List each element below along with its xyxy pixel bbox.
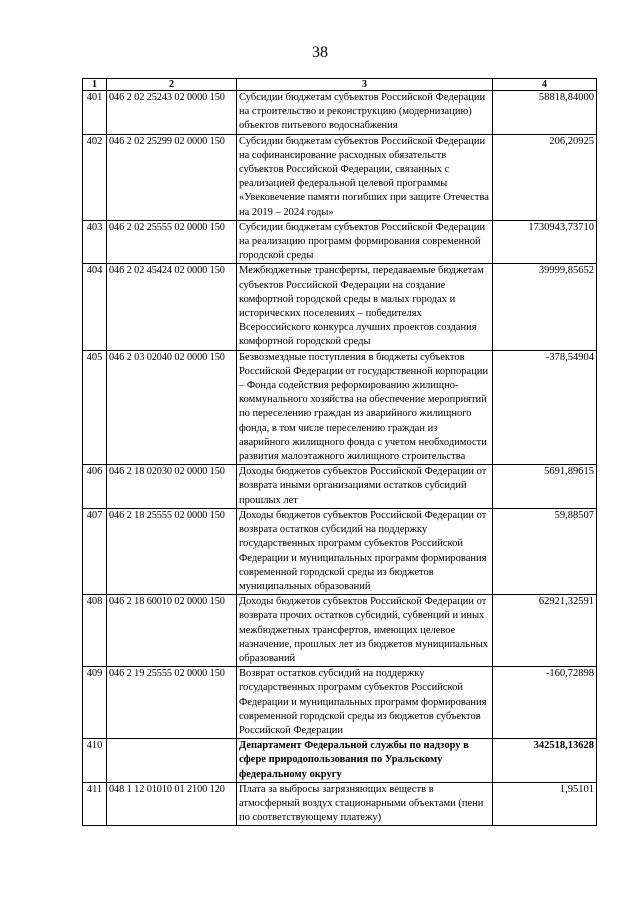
row-budget-code: 046 2 19 25555 02 0000 150 xyxy=(107,667,237,739)
row-number: 408 xyxy=(83,595,107,667)
row-number: 411 xyxy=(83,782,107,826)
page-number: 38 xyxy=(312,44,328,61)
table-row xyxy=(83,595,597,667)
row-number: 410 xyxy=(83,739,107,783)
row-amount: 62921,32591 xyxy=(493,595,597,667)
row-description: Доходы бюджетов субъектов Российской Федерации от возврата остатков субсидий на поддержку государственных программ субъектов Российской Федерации и муниципальных программ формирования современной городской среды из бюджетов муниципальных образований xyxy=(237,508,493,594)
row-budget-code: 046 2 18 25555 02 0000 150 xyxy=(107,508,237,594)
row-number: 407 xyxy=(83,508,107,594)
row-amount: -160,72898 xyxy=(493,667,597,739)
row-description: Департамент Федеральной службы по надзору в сфере природопользования по Уральскому федеральному округу xyxy=(237,739,493,783)
row-amount: 206,20925 xyxy=(493,134,597,220)
table-body xyxy=(83,91,597,826)
table-row xyxy=(83,667,597,739)
row-description: Субсидии бюджетам субъектов Российской Федерации на реализацию программ формирования современной городской среды xyxy=(237,220,493,264)
row-description: Плата за выбросы загрязняющих веществ в атмосферный воздух стационарными объектами (пени по соответствующему платежу) xyxy=(237,782,493,826)
header-col-amount: 4 xyxy=(493,79,597,91)
row-description: Возврат остатков субсидий на поддержку государственных программ субъектов Российской Федерации и муниципальных программ формирования современной городской среды из бюджетов субъектов Российской Федерации xyxy=(237,667,493,739)
table-row xyxy=(83,782,597,826)
row-number: 405 xyxy=(83,350,107,465)
table-row xyxy=(83,465,597,509)
row-description: Субсидии бюджетам субъектов Российской Федерации на строительство и реконструкцию (модернизацию) объектов питьевого водоснабжения xyxy=(237,91,493,135)
row-number: 409 xyxy=(83,667,107,739)
row-number: 401 xyxy=(83,91,107,135)
revenue-table xyxy=(82,78,597,826)
row-budget-code: 046 2 02 25555 02 0000 150 xyxy=(107,220,237,264)
row-number: 402 xyxy=(83,134,107,220)
row-description: Доходы бюджетов субъектов Российской Федерации от возврата иными организациями остатков субсидий прошлых лет xyxy=(237,465,493,509)
header-col-description: 3 xyxy=(237,79,493,91)
row-description: Доходы бюджетов субъектов Российской Федерации от возврата прочих остатков субсидий, субвенций и иных межбюджетных трансфертов, имеющих целевое назначение, прошлых лет из бюджетов муниципальных образований xyxy=(237,595,493,667)
row-description: Безвозмездные поступления в бюджеты субъектов Российской Федерации от государственной корпорации – Фонда содействия реформированию жилищно-коммунального хозяйства на обеспечение мероприятий по переселению граждан из аварийного жилищного фонда, в том числе переселению граждан из аварийного жилищного фонда с учетом необходимости развития малоэтажного жилищного строительства xyxy=(237,350,493,465)
row-amount: -378,54904 xyxy=(493,350,597,465)
table-header-row xyxy=(83,79,597,91)
table-row xyxy=(83,134,597,220)
row-budget-code: 046 2 02 45424 02 0000 150 xyxy=(107,264,237,350)
row-amount: 58818,84000 xyxy=(493,91,597,135)
row-number: 406 xyxy=(83,465,107,509)
row-amount: 1730943,73710 xyxy=(493,220,597,264)
table-row xyxy=(83,508,597,594)
row-description: Субсидии бюджетам субъектов Российской Федерации на софинансирование расходных обязательств субъектов Российской Федерации, связанных с реализацией федеральной целевой программы «Увековечение памяти погибших при защите Отечества на 2019 – 2024 годы» xyxy=(237,134,493,220)
table-row xyxy=(83,220,597,264)
row-budget-code: 046 2 02 25243 02 0000 150 xyxy=(107,91,237,135)
row-amount: 39999,85652 xyxy=(493,264,597,350)
row-budget-code: 046 2 18 02030 02 0000 150 xyxy=(107,465,237,509)
row-number: 404 xyxy=(83,264,107,350)
table-row xyxy=(83,350,597,465)
row-budget-code: 046 2 03 02040 02 0000 150 xyxy=(107,350,237,465)
row-budget-code: 048 1 12 01010 01 2100 120 xyxy=(107,782,237,826)
table-row xyxy=(83,739,597,783)
table-row xyxy=(83,264,597,350)
table-row xyxy=(83,91,597,135)
row-number: 403 xyxy=(83,220,107,264)
row-amount: 342518,13628 xyxy=(493,739,597,783)
header-col-code: 2 xyxy=(107,79,237,91)
row-amount: 1,95101 xyxy=(493,782,597,826)
row-budget-code: 046 2 02 25299 02 0000 150 xyxy=(107,134,237,220)
row-budget-code xyxy=(107,739,237,783)
row-amount: 59,88507 xyxy=(493,508,597,594)
row-description: Межбюджетные трансферты, передаваемые бюджетам субъектов Российской Федерации на создание комфортной городской среды в малых городах и исторических поселениях – победителях Всероссийского конкурса лучших проектов создания комфортной городской среды xyxy=(237,264,493,350)
row-budget-code: 046 2 18 60010 02 0000 150 xyxy=(107,595,237,667)
row-amount: 5691,89615 xyxy=(493,465,597,509)
header-col-number: 1 xyxy=(83,79,107,91)
